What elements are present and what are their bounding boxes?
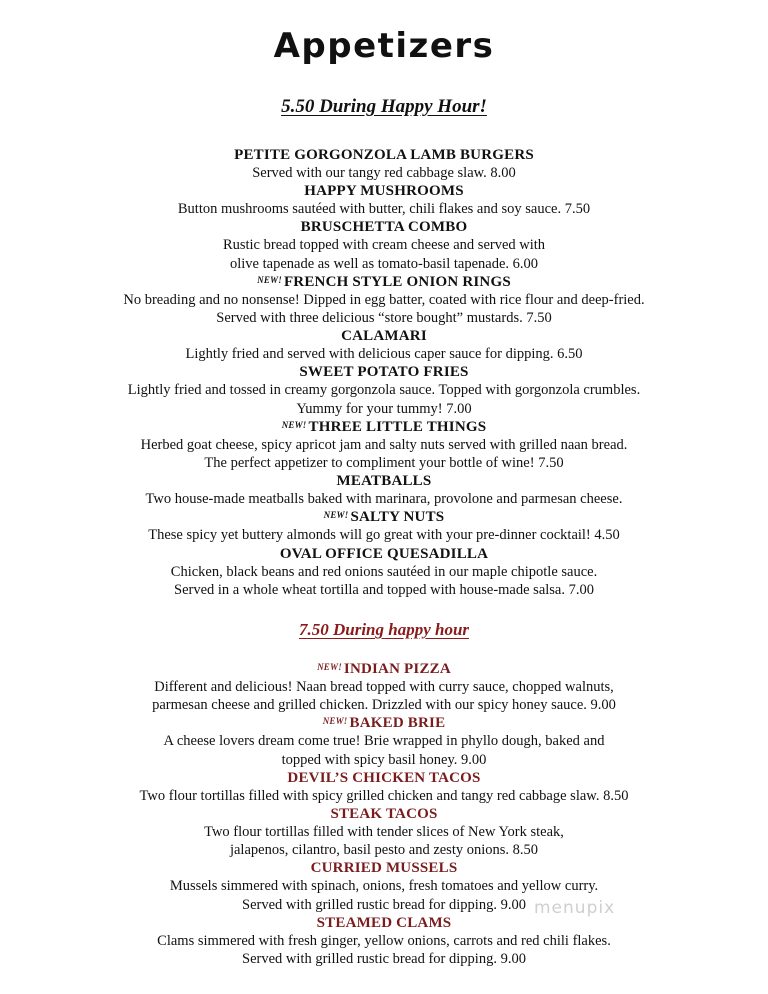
menu-item [0, 859, 768, 913]
menu-item-description: These spicy yet buttery almonds will go great with your pre-dinner cocktail! 4.50 [148, 527, 620, 544]
menu-item-description: Rustic bread topped with cream cheese and served with [222, 237, 546, 254]
menu-item-name-row [0, 182, 768, 200]
menu-item-name-row [0, 218, 768, 236]
menu-item-description: Herbed goat cheese, spicy apricot jam and salty nuts served with grilled naan bread. [140, 436, 628, 453]
menu-item [0, 545, 768, 599]
menu-item-description: Mussels simmered with spinach, onions, fresh tomatoes and yellow curry. [169, 878, 599, 895]
menu-item-name: STEAMED CLAMS [316, 914, 452, 931]
menu-item-name: CURRIED MUSSELS [310, 860, 458, 877]
menu-item-name: DEVIL’S CHICKEN TACOS [287, 769, 481, 786]
menu-item [0, 273, 768, 327]
menu-item-name-row [0, 660, 768, 678]
section-heading-happy-hour-550: 5.50 During Happy Hour! [281, 96, 487, 117]
new-badge: NEW! [257, 274, 282, 285]
menu-item-description: parmesan cheese and grilled chicken. Drizzled with our spicy honey sauce. 9.00 [152, 697, 616, 714]
menu-item-name: BRUSCHETTA COMBO [300, 219, 468, 236]
menu-item-description: Two flour tortillas filled with spicy grilled chicken and tangy red cabbage slaw. 8.50 [139, 787, 629, 804]
menu-item-description: Lightly fried and served with delicious caper sauce for dipping. 6.50 [185, 346, 583, 363]
menu-item-name-row [0, 363, 768, 381]
menu-item-name: FRENCH STYLE ONION RINGS [283, 273, 511, 290]
menu-item [0, 363, 768, 417]
menu-item-description: Served with three delicious “store bought” mustards. 7.50 [216, 310, 552, 327]
menu-item [0, 418, 768, 472]
menu-item [0, 218, 768, 272]
menu-item-description: Button mushrooms sautéed with butter, chili flakes and soy sauce. 7.50 [177, 201, 591, 218]
menu-item-description: Served with grilled rustic bread for dipping. 9.00 [242, 896, 526, 913]
menu-item-name-row [0, 146, 768, 164]
new-badge: NEW! [322, 716, 348, 727]
appetizer-list-750 [0, 660, 768, 968]
menu-item-name-row [0, 508, 768, 526]
menu-item [0, 327, 768, 363]
menu-item-name-row [0, 769, 768, 787]
menu-item-name-row [0, 327, 768, 345]
new-badge: NEW! [323, 510, 349, 521]
menu-item-description: No breading and no nonsense! Dipped in egg batter, coated with rice flour and deep-fried. [123, 291, 645, 308]
menu-item-description: Two flour tortillas filled with tender slices of New York steak, [204, 824, 564, 841]
menu-item-description: Chicken, black beans and red onions sautéed in our maple chipotle sauce. [170, 563, 598, 580]
menu-item-name: THREE LITTLE THINGS [308, 418, 487, 435]
new-badge: NEW! [281, 419, 307, 430]
menu-item [0, 182, 768, 218]
section-heading-happy-hour-750: 7.50 During happy hour [298, 620, 470, 639]
menu-item [0, 805, 768, 859]
menu-item-name: HAPPY MUSHROOMS [304, 183, 464, 200]
menu-item-description: The perfect appetizer to compliment your bottle of wine! 7.50 [204, 455, 564, 472]
menu-item-name: MEATBALLS [336, 473, 432, 490]
menu-item-name: OVAL OFFICE QUESADILLA [279, 545, 489, 562]
menu-item [0, 472, 768, 508]
menu-item [0, 769, 768, 805]
menu-item-name: BAKED BRIE [349, 715, 446, 732]
menu-item-description: topped with spicy basil honey. 9.00 [281, 751, 487, 768]
menu-item-description: Two house-made meatballs baked with marinara, provolone and parmesan cheese. [145, 491, 623, 508]
menu-item-name: STEAK TACOS [330, 806, 438, 823]
menu-item-description: olive tapenade as well as tomato-basil tapenade. 6.00 [229, 255, 539, 272]
menu-item-description: Yummy for your tummy! 7.00 [296, 400, 472, 417]
menu-item-description: Clams simmered with fresh ginger, yellow onions, carrots and red chili flakes. [157, 932, 611, 949]
menu-item-name-row [0, 418, 768, 436]
menu-item [0, 508, 768, 544]
menu-item-name-row [0, 805, 768, 823]
menu-item-name-row [0, 273, 768, 291]
page-title: Appetizers [273, 26, 495, 66]
menu-item-name-row [0, 714, 768, 732]
menu-item-name: SALTY NUTS [350, 509, 445, 526]
menu-item-name-row [0, 545, 768, 563]
menu-item-name: INDIAN PIZZA [343, 661, 451, 677]
menu-item-name: SWEET POTATO FRIES [299, 364, 469, 381]
menu-item-name: CALAMARI [341, 328, 427, 345]
appetizer-list-550 [0, 146, 768, 599]
watermark-logo: menupix [534, 898, 616, 918]
menu-item [0, 914, 768, 968]
menu-item-description: Served with grilled rustic bread for dipping. 9.00 [242, 951, 526, 968]
menu-item-description: Served with our tangy red cabbage slaw. 8.00 [252, 165, 516, 181]
menu-item-name-row [0, 914, 768, 932]
menu-item-description: Lightly fried and tossed in creamy gorgonzola sauce. Topped with gorgonzola crumbles. [127, 382, 641, 399]
menu-item-description: Served in a whole wheat tortilla and topped with house-made salsa. 7.00 [174, 581, 594, 598]
menu-item-name: PETITE GORGONZOLA LAMB BURGERS [234, 147, 534, 163]
menu-item-name-row [0, 859, 768, 877]
menu-item-name-row [0, 472, 768, 490]
menu-item-description: jalapenos, cilantro, basil pesto and zesty onions. 8.50 [229, 842, 539, 859]
menu-item-description: Different and delicious! Naan bread topped with curry sauce, chopped walnuts, [154, 679, 614, 695]
new-badge: NEW! [317, 662, 342, 672]
menu-item [0, 660, 768, 714]
menu-item-description: A cheese lovers dream come true! Brie wrapped in phyllo dough, baked and [163, 733, 605, 750]
menu-item [0, 714, 768, 768]
menu-item [0, 146, 768, 182]
